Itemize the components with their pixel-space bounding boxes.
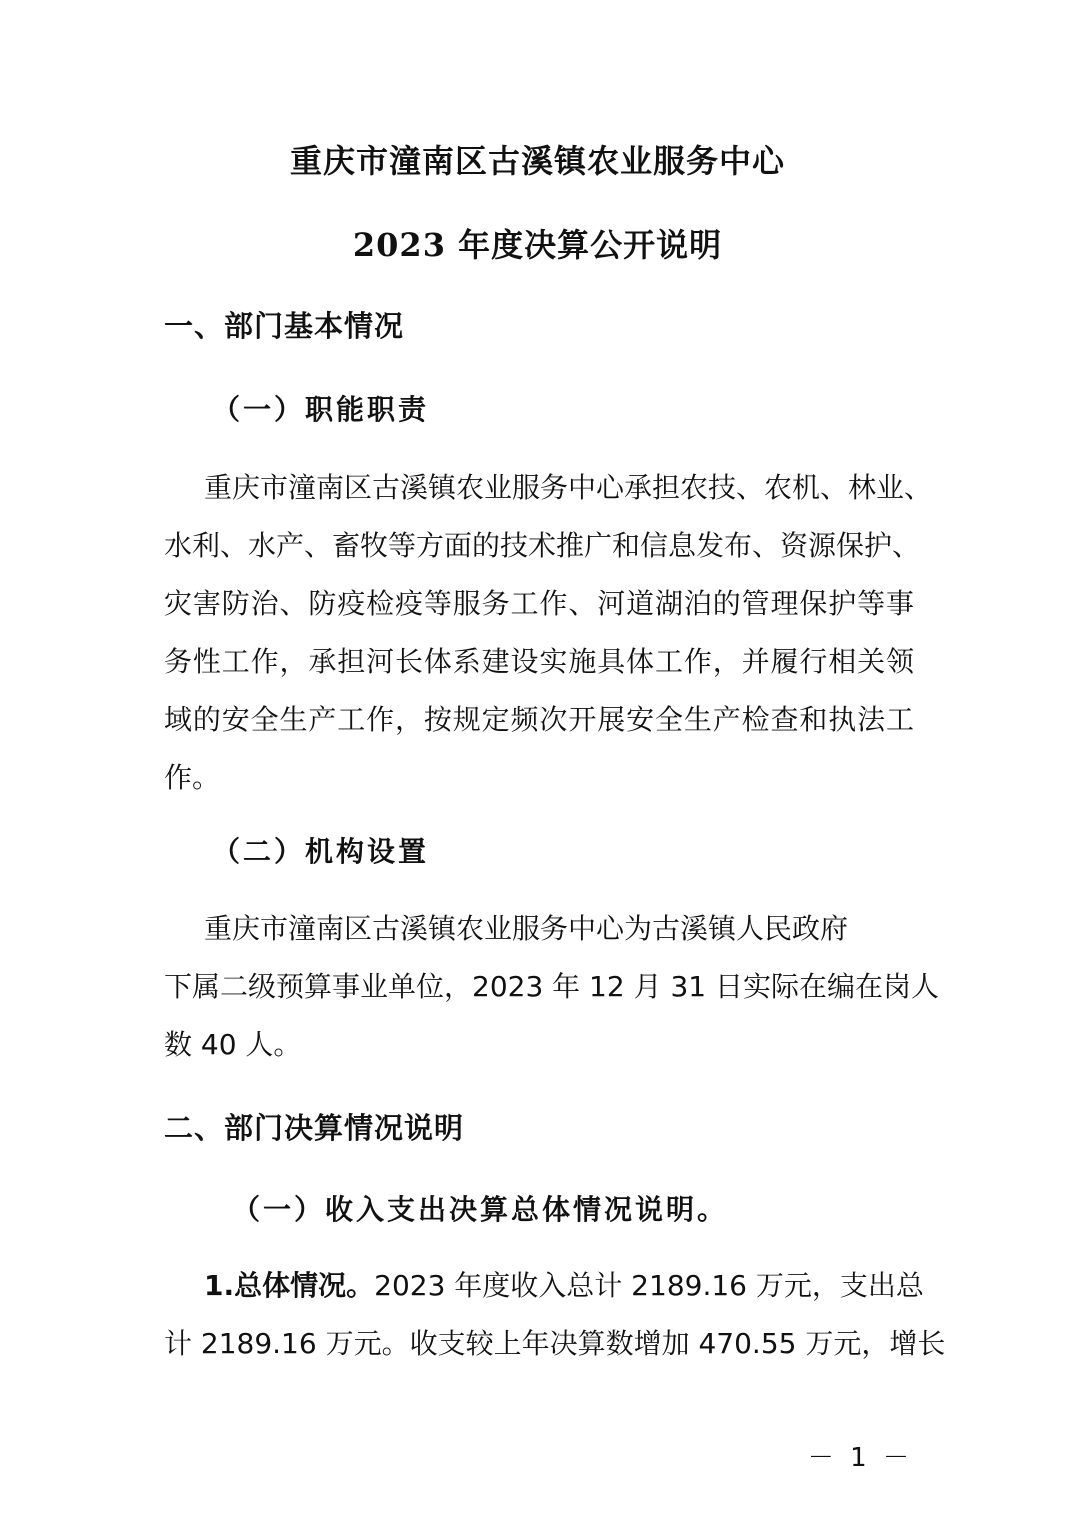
subsection-heading-functions: （一）职能职责 bbox=[212, 393, 430, 426]
paragraph-overall bbox=[164, 1257, 946, 1373]
paragraph-line: 计 2189.16 万元。收支较上年决算数增加 470.55 万元，增长 bbox=[164, 1327, 946, 1360]
section-heading-final-accounts: 二、部门决算情况说明 bbox=[164, 1111, 465, 1145]
subsection-heading-organization: （二）机构设置 bbox=[212, 835, 430, 868]
paragraph-line: 域的安全生产工作，按规定频次开展安全生产检查和执法工 bbox=[164, 703, 914, 736]
paragraph-line: 水利、水产、畜牧等方面的技术推广和信息发布、资源保护、 bbox=[164, 529, 921, 562]
paragraph-line: 灾害防治、防疫检疫等服务工作、河道湖泊的管理保护等事 bbox=[164, 587, 914, 620]
paragraph-line: 作。 bbox=[164, 761, 221, 794]
paragraph-line: 重庆市潼南区古溪镇农业服务中心承担农技、农机、林业、 bbox=[204, 471, 933, 504]
overall-lead-label: 1.总体情况。 bbox=[204, 1269, 375, 1302]
paragraph-line: 重庆市潼南区古溪镇农业服务中心为古溪镇人民政府 bbox=[204, 912, 849, 945]
paragraph-functions bbox=[164, 459, 933, 807]
paragraph-line: 下属二级预算事业单位，2023 年 12 月 31 日实际在编在岗人 bbox=[164, 970, 940, 1003]
overall-line-text: 2023 年度收入总计 2189.16 万元，支出总 bbox=[374, 1269, 924, 1302]
document-title-line2: 2023 年度决算公开说明 bbox=[352, 226, 723, 264]
paragraph-line: 务性工作，承担河长体系建设实施具体工作，并履行相关领 bbox=[164, 645, 914, 678]
document-title-line1: 重庆市潼南区古溪镇农业服务中心 bbox=[289, 142, 785, 180]
page-number: － 1 － bbox=[807, 1443, 913, 1473]
paragraph-line bbox=[164, 1257, 924, 1315]
paragraph-line: 数 40 人。 bbox=[164, 1028, 302, 1061]
subsection-heading-income-expense: （一）收入支出决算总体情况说明。 bbox=[232, 1193, 729, 1226]
paragraph-organization bbox=[164, 900, 940, 1074]
section-heading-basic-info: 一、部门基本情况 bbox=[164, 309, 405, 343]
